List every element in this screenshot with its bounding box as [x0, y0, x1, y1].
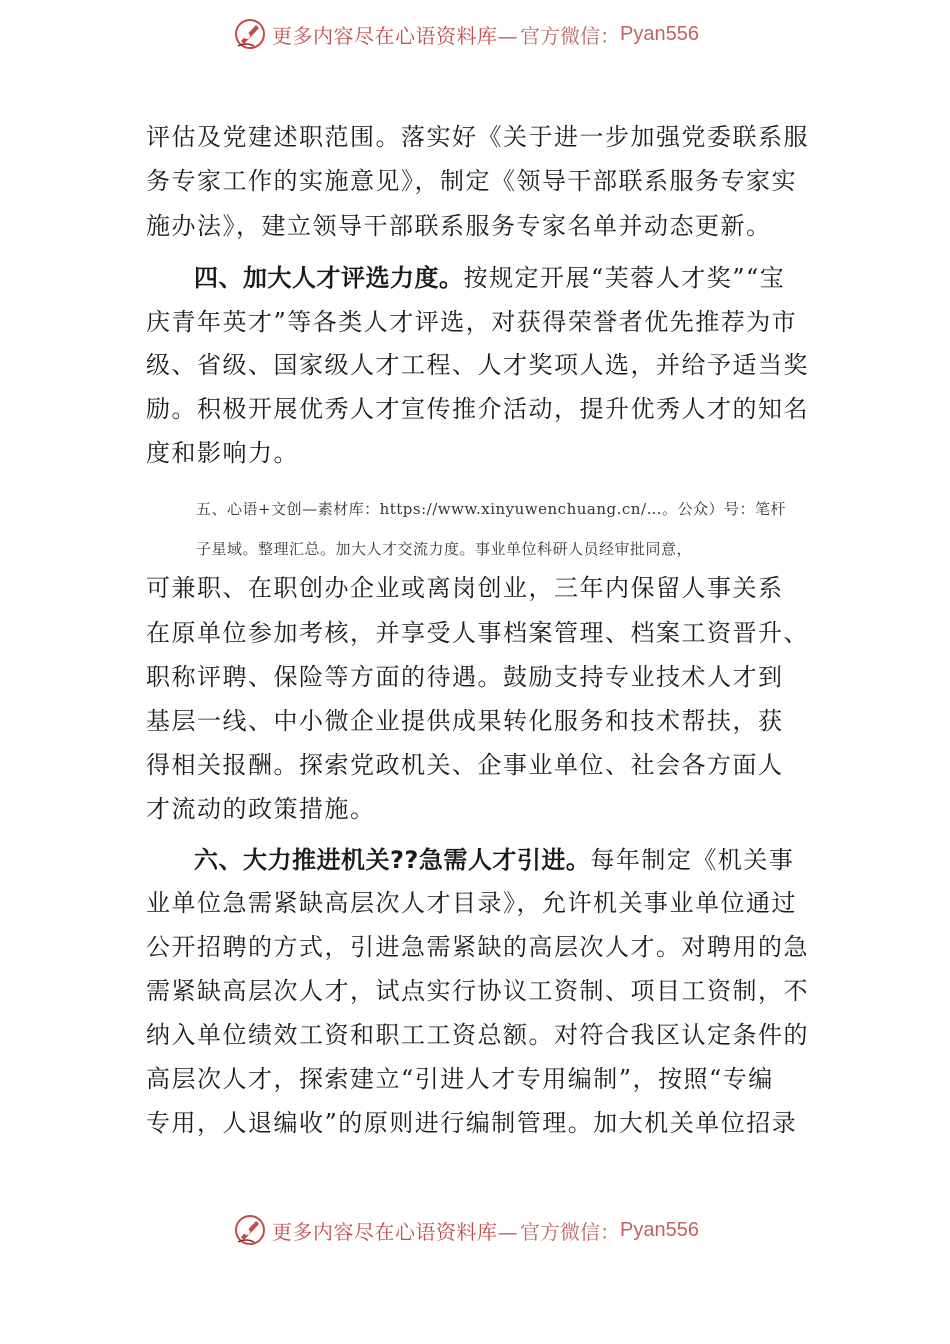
note-line: 子星域。整理汇总。加大人才交流力度。事业单位科研人员经审批同意，: [196, 540, 693, 558]
pen-logo-icon: [232, 1212, 268, 1248]
note-line: 五、心语+文创—素材库：https://www.xinyuwenchuang.cn/…。公众）号：笔杆: [196, 500, 786, 518]
text-line: 务专家工作的实施意见》，制定《领导干部联系服务专家实: [146, 167, 797, 195]
text-line: 可兼职、在职创办企业或离岗创业，三年内保留人事关系: [146, 574, 784, 602]
header-banner: [232, 14, 699, 54]
text-line: 业单位急需紧缺高层次人才目录》，允许机关事业单位通过: [146, 889, 797, 917]
text-line: 高层次人才，探索建立“引进人才专用编制”，按照“专编: [146, 1065, 774, 1093]
section6-heading: 六、大力推进机关??急需人才引进。: [194, 846, 591, 874]
text-line: 专用，人退编收”的原则进行编制管理。加大机关单位招录: [146, 1109, 798, 1137]
text-line: 才流动的政策措施。: [146, 795, 376, 823]
section4-heading: 四、加大人才评选力度。: [194, 264, 464, 292]
text-line: 励。积极开展优秀人才宣传推介活动，提升优秀人才的知名: [146, 395, 809, 423]
pen-logo-icon: [232, 16, 268, 52]
footer-wechat-label: 官方微信：: [520, 1219, 620, 1244]
text-line: 施办法》，建立领导干部联系服务专家名单并动态更新。: [146, 212, 772, 240]
section6-first-line: [194, 843, 794, 877]
text-line: 级、省级、国家级人才工程、人才奖项人选，并给予适当奖: [146, 351, 809, 379]
text-line: 公开招聘的方式，引进急需紧缺的高层次人才。对聘用的急: [146, 933, 809, 961]
header-banner-text: 更多内容尽在心语资料库—: [272, 23, 518, 48]
text-line: 度和影响力。: [146, 439, 299, 467]
text-line: 评估及党建述职范围。落实好《关于进一步加强党委联系服: [146, 123, 809, 151]
text-line: 得相关报酬。探索党政机关、企事业单位、社会各方面人: [146, 751, 784, 779]
text-line: 职称评聘、保险等方面的待遇。鼓励支持专业技术人才到: [146, 663, 784, 691]
footer-wechat-id: Pyan556: [620, 1218, 699, 1241]
section4-first-line-rest: 按规定开展“芙蓉人才奖”“宝: [463, 264, 786, 292]
text-line: 庆青年英才”等各类人才评选，对获得荣誉者优先推荐为市: [146, 308, 798, 336]
section4-first-line: [194, 261, 785, 295]
footer-banner-text: 更多内容尽在心语资料库—: [272, 1219, 518, 1244]
header-wechat-id: Pyan556: [620, 22, 699, 45]
text-line: 纳入单位绩效工资和职工工资总额。对符合我区认定条件的: [146, 1021, 809, 1049]
footer-banner: [232, 1210, 699, 1250]
text-line: 基层一线、中小微企业提供成果转化服务和技术帮扶，获: [146, 707, 784, 735]
section6-first-line-rest: 每年制定《机关事: [590, 846, 795, 874]
text-line: 在原单位参加考核，并享受人事档案管理、档案工资晋升、: [146, 619, 809, 647]
text-line: 需紧缺高层次人才，试点实行协议工资制、项目工资制，不: [146, 977, 809, 1005]
header-wechat-label: 官方微信：: [520, 23, 620, 48]
